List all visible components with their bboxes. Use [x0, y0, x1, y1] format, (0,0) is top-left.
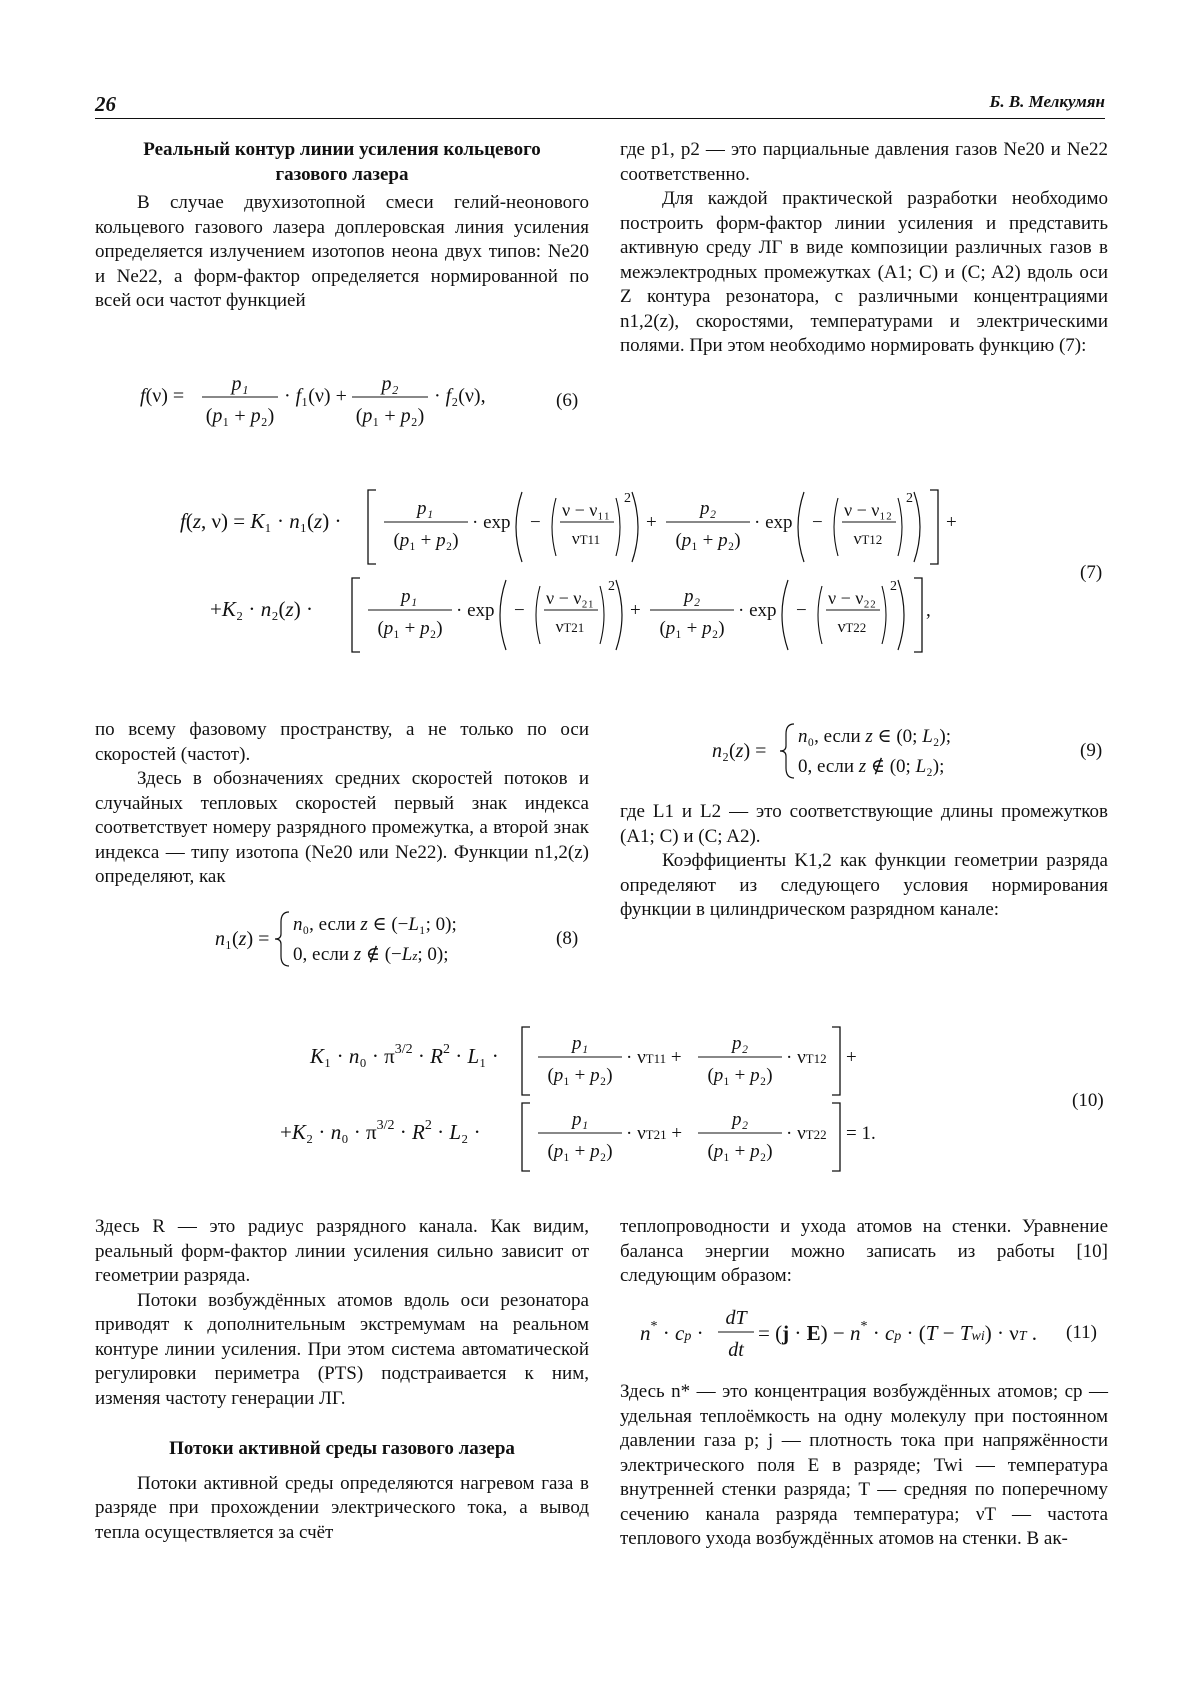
- svg-text:p₂: p₂: [731, 1033, 749, 1054]
- equation-11-formula: [640, 1300, 1060, 1362]
- svg-text:· νT21 +: · νT21 +: [626, 1123, 683, 1144]
- svg-text:,: ,: [926, 600, 931, 621]
- paragraph-partial-pressures: где p1, p2 — это парциальные давления газов Ne20 и Ne22 соответственно.: [620, 139, 1108, 185]
- paragraph-radius: Здесь R — это радиус разрядного канала. Как видим, реальный форм-фактор линии усиления сильно зависит от геометрии разряда.: [95, 1216, 589, 1286]
- paragraph-excited-flows: Потоки возбуждённых атомов вдоль оси резонатора приводят к дополнительным экстремумам на реальном контуре линии усиления. При этом система автоматической регулировки периметра (PTS) подстраивается к ним, изменяя частоту генерации ЛГ.: [95, 1289, 589, 1409]
- svg-text:n₁(z) =: n₁(z) =: [215, 928, 270, 950]
- svg-text:n₀, если z ∈ (−L₁; 0);: n₀, если z ∈ (−L₁; 0);: [293, 914, 457, 935]
- left-mid-column: [95, 718, 589, 890]
- paragraph-phase-space: по всему фазовому пространству, а не только по оси скоростей (частот).: [95, 719, 589, 765]
- svg-text:(p₁ + p₂): (p₁ + p₂): [205, 405, 275, 427]
- paragraph-form-factor: Для каждой практической разработки необходимо построить форм-фактор линии усиления и представить активную среду ЛГ в виде композиции различных газов в межэлектродных промежутках (A1; C) и (C; A2) вдоль оси Z контура резонатора, с различными концентрациями n1,2(z), скоростями, температурами и электрическими полями. При этом необходимо нормировать функцию (7):: [620, 188, 1108, 356]
- paragraph-intro: В случае двухизотопной смеси гелий-неонового кольцевого газового лазера доплеровская линия усиления определяется излучением изотопов неона двух типов: Ne20 и Ne22, а форм-фактор определяется нормированной по всей оси частот функцией: [95, 192, 589, 311]
- svg-text:0, если z ∉ (0; L₂);: 0, если z ∉ (0; L₂);: [798, 756, 945, 777]
- svg-text:ν − ν₁₁: ν − ν₁₁: [562, 500, 610, 520]
- svg-text:p₁: p₁: [416, 498, 434, 519]
- equation-11-number: (11): [1066, 1322, 1097, 1343]
- svg-text:νT22: νT22: [837, 617, 867, 636]
- svg-text:(p₁ + p₂): (p₁ + p₂): [675, 530, 741, 551]
- page-header: [95, 92, 1105, 119]
- paragraph-energy-balance: теплопроводности и ухода атомов на стенки. Уравнение баланса энергии можно записать из работы [10] следующим образом:: [620, 1216, 1108, 1286]
- svg-text:(p₁ + p₂): (p₁ + p₂): [659, 618, 725, 639]
- svg-text:(p₁ + p₂): (p₁ + p₂): [355, 405, 425, 427]
- right-bottom-column: [620, 1215, 1108, 1289]
- equation-9: [712, 720, 1012, 782]
- svg-text:νT21: νT21: [555, 617, 585, 636]
- svg-text:· exp: · exp: [754, 512, 793, 533]
- svg-text:(p₁ + p₂): (p₁ + p₂): [707, 1141, 773, 1162]
- svg-text:ν − ν₂₁: ν − ν₂₁: [546, 588, 594, 608]
- svg-text:−: −: [812, 512, 823, 533]
- svg-text:· νT22: · νT22: [786, 1123, 827, 1144]
- svg-text:+: +: [846, 1047, 857, 1068]
- svg-text:2: 2: [608, 579, 615, 594]
- running-author: Б. В. Мелкумян: [989, 92, 1105, 111]
- svg-text:p₁: p₁: [571, 1033, 589, 1054]
- svg-text:+: +: [630, 600, 641, 621]
- left-bottom-column: [95, 1215, 589, 1545]
- svg-text:p₂: p₂: [683, 586, 701, 607]
- svg-text:p₂: p₂: [381, 373, 399, 395]
- svg-text:+: +: [946, 512, 957, 533]
- svg-text:f(ν) =: f(ν) =: [140, 385, 185, 407]
- svg-text:· exp: · exp: [472, 512, 511, 533]
- svg-text:· exp: · exp: [456, 600, 495, 621]
- svg-text:+K₂ · n₂(z) ·: +K₂ · n₂(z) ·: [210, 597, 313, 621]
- svg-text:+K₂ · n₀ · π3/2 · R2 · L₂ ·: $+K_2 \cdot n_0 \cdot \pi^{3/2} \cdot R^2 \cdot L_2$ ·: [280, 1118, 481, 1144]
- paragraph-coefficients: Коэффициенты K1,2 как функции геометрии разряда определяют из следующего условия нормирования функции в цилиндрическом разрядном канале:: [620, 850, 1108, 920]
- svg-text:· νT12: · νT12: [786, 1047, 827, 1068]
- equation-9-number: (9): [1080, 740, 1103, 761]
- svg-text:νT12: νT12: [853, 529, 883, 548]
- svg-text:n₀, если z ∈ (0; L₂);: n₀, если z ∈ (0; L₂);: [798, 726, 952, 747]
- eq9-case2-word: если: [817, 756, 854, 777]
- svg-text:0, если z ∉ (−Lz; 0);: 0, если z ∉ (−Lz; 0);: [293, 944, 449, 965]
- equation-10-formula: [280, 1015, 940, 1175]
- right-mid-column: [620, 800, 1108, 923]
- equation-8: [215, 908, 515, 970]
- svg-text:p₁: p₁: [400, 586, 418, 607]
- equation-7-formula: [180, 478, 1000, 668]
- equation-8-formula: [215, 908, 515, 970]
- paragraph-notation: Здесь в обозначениях средних скоростей потоков и случайных тепловых скоростей первый знак индекса соответствует номеру разрядного промежутка, а второй знак индекса — типу изотопа (Ne20 или Ne22). Функции n1,2(z) определяют, как: [95, 768, 589, 887]
- svg-text:+: +: [646, 512, 657, 533]
- eq8-case1-word: если: [318, 914, 356, 935]
- equation-8-number: (8): [556, 928, 579, 949]
- svg-text:ν − ν₁₂: ν − ν₁₂: [844, 500, 892, 520]
- svg-text:p₂: p₂: [731, 1109, 749, 1130]
- equation-7-number: (7): [1080, 562, 1103, 583]
- svg-text:2: 2: [890, 579, 897, 594]
- svg-text:= 1.: = 1.: [846, 1123, 876, 1144]
- equation-7: [180, 478, 1000, 668]
- right-bottom-column-2: [620, 1380, 1108, 1552]
- svg-text:· νT11 +: · νT11 +: [626, 1047, 682, 1068]
- svg-text:(p₁ + p₂): (p₁ + p₂): [707, 1065, 773, 1086]
- equation-6-number: (6): [556, 390, 579, 411]
- right-top-column: [620, 138, 1108, 359]
- svg-text:p₁: p₁: [571, 1109, 589, 1130]
- page-number: 26: [95, 92, 116, 116]
- paragraph-lengths: где L1 и L2 — это соответствующие длины промежутков (A1; C) и (C; A2).: [620, 801, 1108, 847]
- paragraph-symbols: Здесь n* — это концентрация возбуждённых атомов; cp — удельная теплоёмкость на одну молекулу при постоянном давлении газа p; j — плотность тока при напряжённости электрического поля E в разряде; Twi — температура внутренней стенки разряда; T — средняя по поперечному сечению канала разряда температура; νT — частота теплового ухода возбуждённых атомов на стенки. В ак-: [620, 1381, 1108, 1549]
- equation-6: [140, 372, 580, 432]
- svg-text:n₂(z) =: n₂(z) =: [712, 740, 767, 762]
- svg-text:−: −: [530, 512, 541, 533]
- svg-text:n* · cp ·: n* · cp ·: [640, 1319, 704, 1345]
- svg-text:f(z, ν) = K₁ · n₁(z) ·: f(z, ν) = K₁ · n₁(z) ·: [180, 509, 342, 533]
- left-top-column: [95, 138, 589, 314]
- svg-text:2: 2: [624, 491, 631, 506]
- section-heading-contour: Реальный контур линии усиления кольцевого газового лазера: [143, 139, 541, 185]
- section-heading-flows: Потоки активной среды газового лазера: [169, 1438, 515, 1459]
- svg-text:−: −: [796, 600, 807, 621]
- equation-10: [280, 1015, 940, 1175]
- equation-9-formula: [712, 720, 1012, 782]
- svg-text:p₂: p₂: [699, 498, 717, 519]
- svg-text:(p₁ + p₂): (p₁ + p₂): [547, 1065, 613, 1086]
- svg-text:dt: dt: [728, 1339, 744, 1361]
- svg-text:2: 2: [906, 491, 913, 506]
- svg-text:dT: dT: [725, 1307, 747, 1329]
- svg-text:ν − ν₂₂: ν − ν₂₂: [828, 588, 876, 608]
- paragraph-active-medium: Потоки активной среды определяются нагревом газа в разряде при прохождении электрического тока, а вывод тепла осуществляется за счёт: [95, 1472, 589, 1543]
- eq8-case2-word: если: [312, 944, 349, 965]
- svg-text:· exp: · exp: [738, 600, 777, 621]
- svg-text:νT11: νT11: [571, 529, 601, 548]
- svg-text:(p₁ + p₂): (p₁ + p₂): [393, 530, 459, 551]
- svg-text:= (j · E) − n* · cp · (T − Twi: = (j · E) − n* · cp · (T − Twi) · νT .: [758, 1319, 1038, 1345]
- svg-text:p₁: p₁: [231, 373, 249, 395]
- equation-11: [640, 1300, 1060, 1362]
- svg-text:· f₁(ν) +: · f₁(ν) +: [284, 385, 347, 407]
- svg-text:· f₂(ν),: · f₂(ν),: [434, 385, 486, 407]
- svg-text:(p₁ + p₂): (p₁ + p₂): [377, 618, 443, 639]
- equation-10-number: (10): [1072, 1090, 1104, 1111]
- equation-6-formula: [140, 372, 580, 432]
- svg-text:(p₁ + p₂): (p₁ + p₂): [547, 1141, 613, 1162]
- svg-text:K₁ · n₀ · π3/2 · R2 · L₁ ·: $K_1 \cdot n_0 \cdot \pi^{3/2} \cdot R^2 \cdot L_1$ ·: [310, 1042, 499, 1068]
- svg-text:−: −: [514, 600, 525, 621]
- eq9-case1-word: если: [823, 726, 861, 747]
